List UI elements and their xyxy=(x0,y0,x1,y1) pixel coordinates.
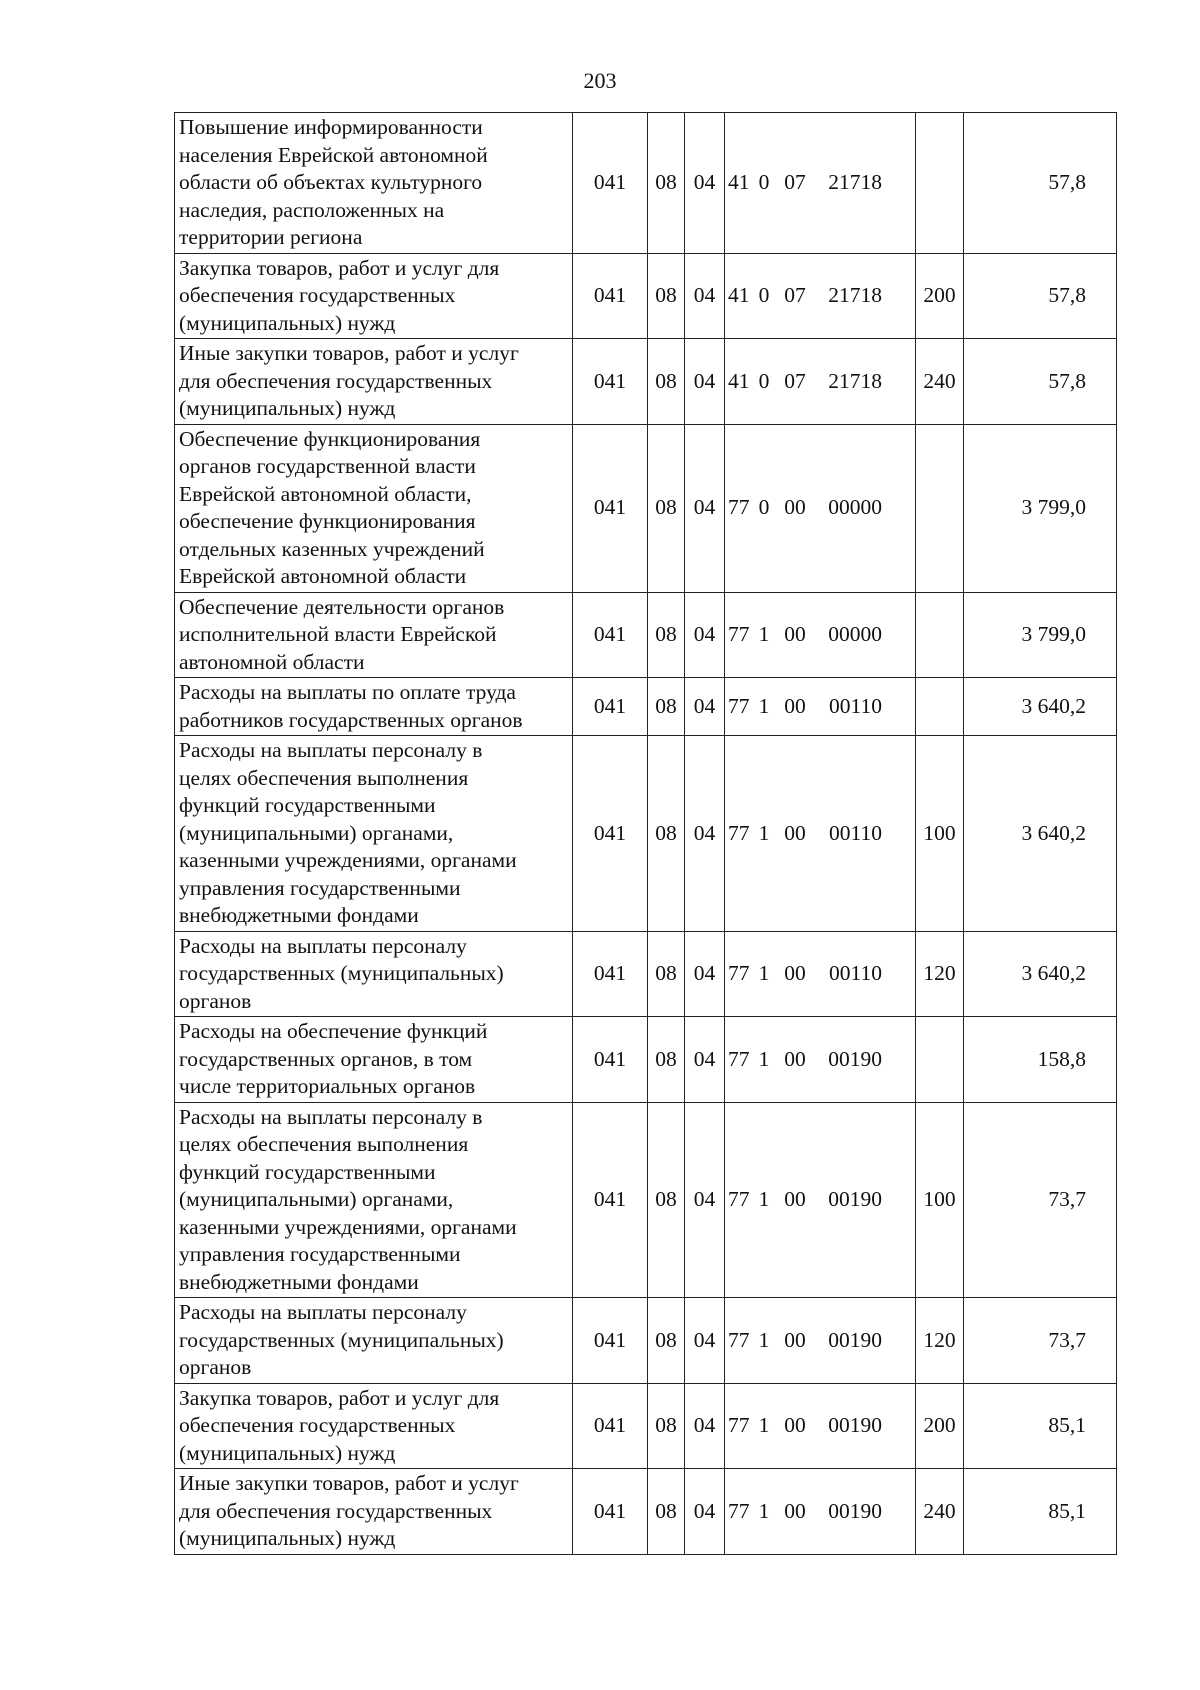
gr-code-cell: 041 xyxy=(573,1298,648,1384)
csr-code-part: 1 xyxy=(758,693,770,718)
csr-code-part: 41 xyxy=(728,368,750,393)
csr-code-part: 0 xyxy=(758,495,770,520)
csr-code-part: 21718 xyxy=(828,283,882,307)
csr-code-cell xyxy=(725,1017,916,1103)
table-row xyxy=(175,1102,1117,1298)
csr-code-part: 00 xyxy=(784,495,806,520)
csr-code-part: 00 xyxy=(784,820,806,845)
pr-code-cell: 04 xyxy=(685,1017,725,1103)
table-row xyxy=(175,678,1117,736)
rz-code-cell: 08 xyxy=(648,339,685,425)
gr-code-cell: 041 xyxy=(573,1102,648,1298)
rz-code-cell: 08 xyxy=(648,1383,685,1469)
csr-code-part: 1 xyxy=(758,1187,770,1211)
csr-code-part: 00 xyxy=(784,1046,806,1071)
csr-code-part: 0 xyxy=(758,368,770,393)
vr-code-cell xyxy=(916,592,964,678)
pr-code-cell: 04 xyxy=(685,592,725,678)
csr-code-part: 1 xyxy=(758,1498,770,1523)
pr-code-cell: 04 xyxy=(685,113,725,254)
amount-cell: 73,7 xyxy=(964,1102,1117,1298)
row-name-cell: Расходы на выплаты персоналу государственных (муниципальных) органов xyxy=(175,931,573,1017)
csr-code-cell xyxy=(725,253,916,339)
csr-code-cell xyxy=(725,1298,916,1384)
csr-code-part: 07 xyxy=(784,170,806,194)
csr-code-part: 77 xyxy=(728,622,750,646)
csr-code-part: 00190 xyxy=(828,1498,882,1523)
pr-code-cell: 04 xyxy=(685,1298,725,1384)
gr-code-cell: 041 xyxy=(573,678,648,736)
csr-code-part: 77 xyxy=(728,1498,750,1523)
table-row xyxy=(175,113,1117,254)
gr-code-cell: 041 xyxy=(573,592,648,678)
row-name-cell: Расходы на выплаты персоналу государственных (муниципальных) органов xyxy=(175,1298,573,1384)
amount-cell: 3 640,2 xyxy=(964,931,1117,1017)
amount-cell: 57,8 xyxy=(964,339,1117,425)
amount-cell: 3 640,2 xyxy=(964,736,1117,932)
pr-code-cell: 04 xyxy=(685,678,725,736)
page-number: 203 xyxy=(583,68,617,93)
csr-code-part: 1 xyxy=(758,1327,770,1352)
pr-code-cell: 04 xyxy=(685,253,725,339)
csr-code-part: 21718 xyxy=(828,368,882,393)
vr-code-cell: 240 xyxy=(916,339,964,425)
csr-code-part: 77 xyxy=(728,495,750,520)
vr-code-cell xyxy=(916,424,964,592)
csr-code-part: 07 xyxy=(784,368,806,393)
rz-code-cell: 08 xyxy=(648,931,685,1017)
csr-code-part: 21718 xyxy=(828,170,882,194)
csr-code-part: 77 xyxy=(728,1413,750,1437)
csr-code-cell xyxy=(725,592,916,678)
csr-code-part: 00 xyxy=(784,1187,806,1211)
gr-code-cell: 041 xyxy=(573,424,648,592)
amount-cell: 85,1 xyxy=(964,1383,1117,1469)
table-row xyxy=(175,592,1117,678)
csr-code-cell xyxy=(725,1469,916,1555)
gr-code-cell: 041 xyxy=(573,253,648,339)
amount-cell: 85,1 xyxy=(964,1469,1117,1555)
csr-code-part: 0 xyxy=(758,283,770,307)
csr-code-cell xyxy=(725,736,916,932)
gr-code-cell: 041 xyxy=(573,1017,648,1103)
table-row xyxy=(175,1298,1117,1384)
csr-code-part: 41 xyxy=(728,170,750,194)
csr-code-part: 00 xyxy=(784,1413,806,1437)
row-name-cell: Иные закупки товаров, работ и услуг для обеспечения государственных (муниципальных) нужд xyxy=(175,339,573,425)
row-name-cell: Расходы на выплаты персоналу в целях обеспечения выполнения функций государственными (муниципальными) органами, казенными учреждениями, органами управления государственными внебюджетными фондами xyxy=(175,1102,573,1298)
csr-code-part: 00110 xyxy=(829,693,882,718)
budget-table xyxy=(174,112,1117,1555)
rz-code-cell: 08 xyxy=(648,424,685,592)
row-name-cell: Расходы на обеспечение функций государственных органов, в том числе территориальных органов xyxy=(175,1017,573,1103)
csr-code-cell xyxy=(725,931,916,1017)
table-row xyxy=(175,253,1117,339)
rz-code-cell: 08 xyxy=(648,1102,685,1298)
csr-code-part: 00000 xyxy=(828,622,882,646)
vr-code-cell: 200 xyxy=(916,1383,964,1469)
table-row xyxy=(175,1383,1117,1469)
csr-code-part: 00 xyxy=(784,961,806,985)
rz-code-cell: 08 xyxy=(648,592,685,678)
csr-code-part: 1 xyxy=(758,1046,770,1071)
amount-cell: 3 799,0 xyxy=(964,424,1117,592)
table-row xyxy=(175,424,1117,592)
csr-code-cell xyxy=(725,339,916,425)
vr-code-cell xyxy=(916,113,964,254)
csr-code-part: 00000 xyxy=(828,495,882,520)
vr-code-cell: 100 xyxy=(916,1102,964,1298)
csr-code-cell xyxy=(725,678,916,736)
rz-code-cell: 08 xyxy=(648,1017,685,1103)
vr-code-cell: 240 xyxy=(916,1469,964,1555)
table-row xyxy=(175,931,1117,1017)
vr-code-cell xyxy=(916,678,964,736)
gr-code-cell: 041 xyxy=(573,1469,648,1555)
csr-code-part: 77 xyxy=(728,820,750,845)
rz-code-cell: 08 xyxy=(648,253,685,339)
rz-code-cell: 08 xyxy=(648,736,685,932)
csr-code-part: 00190 xyxy=(828,1327,882,1352)
rz-code-cell: 08 xyxy=(648,1469,685,1555)
amount-cell: 57,8 xyxy=(964,253,1117,339)
pr-code-cell: 04 xyxy=(685,931,725,1017)
csr-code-part: 77 xyxy=(728,1046,750,1071)
row-name-cell: Расходы на выплаты персоналу в целях обеспечения выполнения функций государственными (муниципальными) органами, казенными учреждениями, органами управления государственными внебюджетными фондами xyxy=(175,736,573,932)
csr-code-cell xyxy=(725,113,916,254)
row-name-cell: Повышение информированности населения Еврейской автономной области об объектах культурного наследия, расположенных на территории региона xyxy=(175,113,573,254)
csr-code-part: 41 xyxy=(728,283,750,307)
amount-cell: 73,7 xyxy=(964,1298,1117,1384)
gr-code-cell: 041 xyxy=(573,113,648,254)
csr-code-part: 00190 xyxy=(828,1187,882,1211)
csr-code-cell xyxy=(725,1383,916,1469)
rz-code-cell: 08 xyxy=(648,1298,685,1384)
amount-cell: 57,8 xyxy=(964,113,1117,254)
row-name-cell: Расходы на выплаты по оплате труда работников государственных органов xyxy=(175,678,573,736)
vr-code-cell: 120 xyxy=(916,1298,964,1384)
csr-code-part: 07 xyxy=(784,283,806,307)
row-name-cell: Обеспечение деятельности органов исполнительной власти Еврейской автономной области xyxy=(175,592,573,678)
csr-code-part: 77 xyxy=(728,1187,750,1211)
row-name-cell: Закупка товаров, работ и услуг для обеспечения государственных (муниципальных) нужд xyxy=(175,253,573,339)
csr-code-part: 1 xyxy=(758,1413,770,1437)
gr-code-cell: 041 xyxy=(573,931,648,1017)
csr-code-part: 00110 xyxy=(829,961,882,985)
gr-code-cell: 041 xyxy=(573,1383,648,1469)
csr-code-part: 00 xyxy=(784,622,806,646)
row-name-cell: Иные закупки товаров, работ и услуг для обеспечения государственных (муниципальных) нужд xyxy=(175,1469,573,1555)
pr-code-cell: 04 xyxy=(685,1102,725,1298)
gr-code-cell: 041 xyxy=(573,339,648,425)
gr-code-cell: 041 xyxy=(573,736,648,932)
pr-code-cell: 04 xyxy=(685,1383,725,1469)
csr-code-part: 0 xyxy=(758,170,770,194)
csr-code-part: 00110 xyxy=(829,820,882,845)
vr-code-cell: 100 xyxy=(916,736,964,932)
csr-code-part: 77 xyxy=(728,693,750,718)
csr-code-part: 00 xyxy=(784,1498,806,1523)
vr-code-cell: 200 xyxy=(916,253,964,339)
amount-cell: 3 640,2 xyxy=(964,678,1117,736)
table-row xyxy=(175,1017,1117,1103)
csr-code-part: 1 xyxy=(758,622,770,646)
csr-code-part: 00190 xyxy=(828,1413,882,1437)
vr-code-cell: 120 xyxy=(916,931,964,1017)
amount-cell: 3 799,0 xyxy=(964,592,1117,678)
amount-cell: 158,8 xyxy=(964,1017,1117,1103)
csr-code-part: 77 xyxy=(728,1327,750,1352)
rz-code-cell: 08 xyxy=(648,678,685,736)
pr-code-cell: 04 xyxy=(685,424,725,592)
pr-code-cell: 04 xyxy=(685,736,725,932)
csr-code-part: 00 xyxy=(784,693,806,718)
pr-code-cell: 04 xyxy=(685,339,725,425)
pr-code-cell: 04 xyxy=(685,1469,725,1555)
csr-code-cell xyxy=(725,1102,916,1298)
budget-table-body xyxy=(175,113,1117,1555)
csr-code-part: 00 xyxy=(784,1327,806,1352)
csr-code-cell xyxy=(725,424,916,592)
csr-code-part: 77 xyxy=(728,961,750,985)
row-name-cell: Обеспечение функционирования органов государственной власти Еврейской автономной области, обеспечение функционирования отдельных казенных учреждений Еврейской автономной области xyxy=(175,424,573,592)
rz-code-cell: 08 xyxy=(648,113,685,254)
row-name-cell: Закупка товаров, работ и услуг для обеспечения государственных (муниципальных) нужд xyxy=(175,1383,573,1469)
table-row xyxy=(175,736,1117,932)
csr-code-part: 1 xyxy=(758,820,770,845)
table-row xyxy=(175,339,1117,425)
csr-code-part: 00190 xyxy=(828,1046,882,1071)
vr-code-cell xyxy=(916,1017,964,1103)
csr-code-part: 1 xyxy=(758,961,770,985)
table-row xyxy=(175,1469,1117,1555)
